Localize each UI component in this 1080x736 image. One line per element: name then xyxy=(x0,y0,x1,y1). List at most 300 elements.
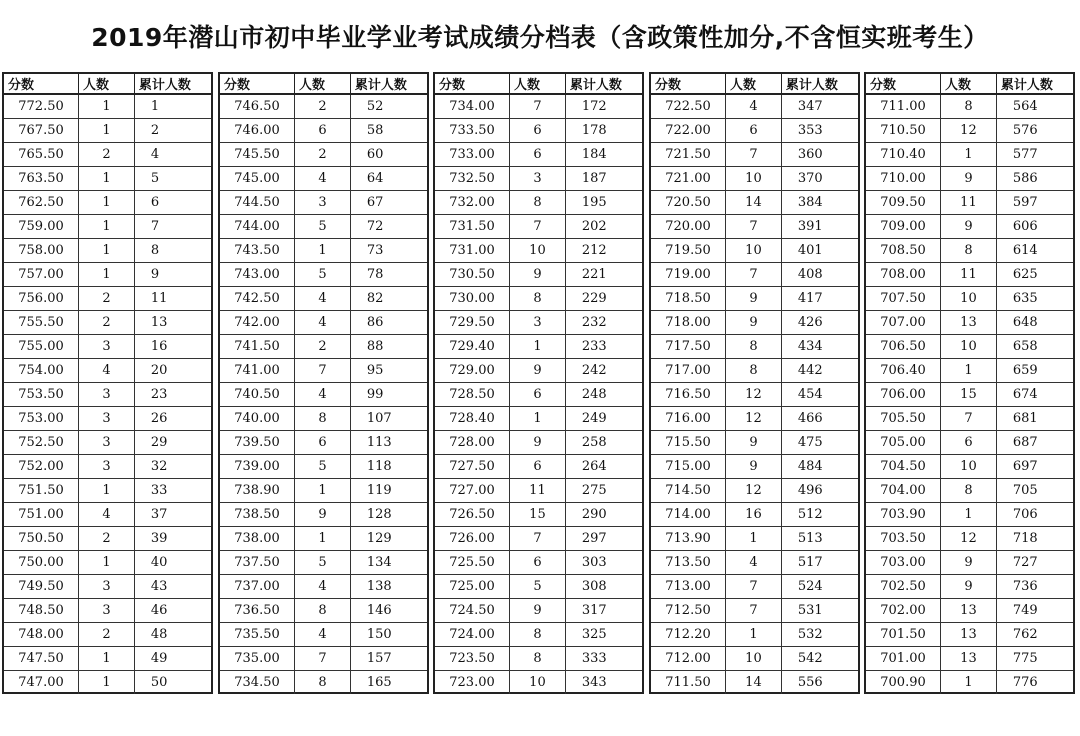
score-table-4 xyxy=(649,72,860,694)
cumulative-cell: 32 xyxy=(134,455,211,479)
count-cell: 10 xyxy=(941,455,997,479)
header-row xyxy=(4,74,211,94)
count-cell: 8 xyxy=(295,599,351,623)
header-cumulative: 累计人数 xyxy=(565,74,642,94)
table-row xyxy=(4,94,211,119)
score-cell: 748.50 xyxy=(4,599,79,623)
cumulative-cell: 524 xyxy=(781,575,858,599)
count-cell: 1 xyxy=(510,407,566,431)
header-score: 分数 xyxy=(220,74,295,94)
table-row xyxy=(866,575,1073,599)
table-row xyxy=(866,551,1073,575)
cumulative-cell: 659 xyxy=(996,359,1073,383)
count-cell: 3 xyxy=(295,191,351,215)
count-cell: 9 xyxy=(510,599,566,623)
count-cell: 8 xyxy=(510,623,566,647)
count-cell: 7 xyxy=(295,647,351,671)
cumulative-cell: 308 xyxy=(565,575,642,599)
cumulative-cell: 370 xyxy=(781,167,858,191)
cumulative-cell: 674 xyxy=(996,383,1073,407)
cumulative-cell: 20 xyxy=(134,359,211,383)
cumulative-cell: 343 xyxy=(581,675,607,690)
table-row xyxy=(4,599,211,623)
count-cell: 10 xyxy=(726,167,782,191)
score-cell: 733.00 xyxy=(435,143,510,167)
score-cell: 730.50 xyxy=(435,263,510,287)
count-cell: 3 xyxy=(79,431,135,455)
table-row xyxy=(651,527,858,551)
count-cell: 3 xyxy=(79,383,135,407)
table-row xyxy=(4,623,211,647)
count-cell: 7 xyxy=(726,599,782,623)
count-cell: 1 xyxy=(79,551,135,575)
cumulative-cell: 52 xyxy=(350,94,427,119)
table-row xyxy=(866,623,1073,647)
cumulative-cell: 762 xyxy=(996,623,1073,647)
count-cell: 8 xyxy=(726,359,782,383)
count-cell: 4 xyxy=(295,167,351,191)
table-row xyxy=(866,383,1073,407)
count-cell: 7 xyxy=(726,143,782,167)
count-cell: 10 xyxy=(941,287,997,311)
cumulative-cell: 391 xyxy=(781,215,858,239)
table-row xyxy=(4,575,211,599)
count-cell: 3 xyxy=(510,167,566,191)
cumulative-cell: 86 xyxy=(350,311,427,335)
cumulative-cell: 146 xyxy=(350,599,427,623)
count-cell: 3 xyxy=(79,599,135,623)
score-cell: 713.00 xyxy=(651,575,726,599)
header-cumulative: 累计人数 xyxy=(134,74,211,94)
score-table xyxy=(220,74,427,694)
cumulative-cell: 60 xyxy=(350,143,427,167)
cumulative-cell: 165 xyxy=(366,675,392,690)
count-cell: 5 xyxy=(510,575,566,599)
score-cell: 762.50 xyxy=(4,191,79,215)
count-cell: 8 xyxy=(295,671,351,695)
table-row xyxy=(866,94,1073,119)
table-row xyxy=(4,191,211,215)
score-cell: 746.00 xyxy=(220,119,295,143)
count-cell: 5 xyxy=(295,263,351,287)
table-row xyxy=(651,599,858,623)
cumulative-cell: 517 xyxy=(781,551,858,575)
score-cell: 739.50 xyxy=(220,431,295,455)
table-row xyxy=(651,407,858,431)
score-cell: 707.50 xyxy=(866,287,941,311)
score-cell: 719.00 xyxy=(651,263,726,287)
table-row xyxy=(220,455,427,479)
table-row xyxy=(651,215,858,239)
cumulative-cell: 16 xyxy=(134,335,211,359)
cumulative-cell: 73 xyxy=(350,239,427,263)
cumulative-cell: 658 xyxy=(996,335,1073,359)
count-cell: 10 xyxy=(726,647,782,671)
score-cell: 737.50 xyxy=(220,551,295,575)
table-row xyxy=(866,503,1073,527)
cumulative-cell: 249 xyxy=(565,407,642,431)
cumulative-cell: 99 xyxy=(350,383,427,407)
score-cell: 708.00 xyxy=(866,263,941,287)
header-cumulative: 累计人数 xyxy=(996,74,1073,94)
score-cell: 714.00 xyxy=(651,503,726,527)
score-cell: 716.00 xyxy=(651,407,726,431)
count-cell: 1 xyxy=(79,671,135,695)
count-cell: 4 xyxy=(295,575,351,599)
cumulative-cell: 4 xyxy=(134,143,211,167)
table-row xyxy=(220,287,427,311)
count-cell: 6 xyxy=(941,431,997,455)
cumulative-cell: 577 xyxy=(996,143,1073,167)
table-row xyxy=(435,263,642,287)
score-cell: 727.50 xyxy=(435,455,510,479)
cumulative-cell: 353 xyxy=(781,119,858,143)
score-table-1 xyxy=(2,72,213,694)
score-cell: 712.20 xyxy=(651,623,726,647)
score-cell: 731.50 xyxy=(435,215,510,239)
table-row xyxy=(435,287,642,311)
score-cell: 706.40 xyxy=(866,359,941,383)
score-cell: 720.00 xyxy=(651,215,726,239)
table-row xyxy=(4,119,211,143)
cumulative-cell: 64 xyxy=(350,167,427,191)
table-row xyxy=(866,455,1073,479)
table-row xyxy=(435,479,642,503)
score-cell: 739.00 xyxy=(220,455,295,479)
cumulative-cell: 290 xyxy=(565,503,642,527)
score-cell: 743.50 xyxy=(220,239,295,263)
score-cell: 705.00 xyxy=(866,431,941,455)
table-row xyxy=(220,335,427,359)
score-table-5 xyxy=(864,72,1075,694)
count-cell: 10 xyxy=(510,671,566,695)
table-row xyxy=(220,143,427,167)
table-row xyxy=(4,479,211,503)
count-cell: 6 xyxy=(510,551,566,575)
cumulative-cell: 72 xyxy=(350,215,427,239)
score-cell: 721.00 xyxy=(651,167,726,191)
table-row xyxy=(4,359,211,383)
cumulative-cell: 718 xyxy=(996,527,1073,551)
header-cumulative: 累计人数 xyxy=(781,74,858,94)
table-row xyxy=(651,479,858,503)
table-row xyxy=(4,431,211,455)
score-cell: 740.00 xyxy=(220,407,295,431)
score-table-2 xyxy=(218,72,429,694)
table-row xyxy=(651,455,858,479)
cumulative-cell: 606 xyxy=(996,215,1073,239)
count-cell: 5 xyxy=(295,551,351,575)
cumulative-cell: 512 xyxy=(781,503,858,527)
cumulative-cell: 434 xyxy=(781,335,858,359)
count-cell: 1 xyxy=(79,263,135,287)
count-cell: 15 xyxy=(941,383,997,407)
cumulative-cell: 229 xyxy=(565,287,642,311)
table-row xyxy=(4,263,211,287)
cumulative-cell: 232 xyxy=(565,311,642,335)
table-row xyxy=(220,431,427,455)
cumulative-cell: 303 xyxy=(565,551,642,575)
table-row xyxy=(866,143,1073,167)
cumulative-cell: 408 xyxy=(781,263,858,287)
table-row xyxy=(866,215,1073,239)
cumulative-cell: 13 xyxy=(134,311,211,335)
table-row xyxy=(4,215,211,239)
count-cell: 4 xyxy=(726,94,782,119)
score-cell: 731.00 xyxy=(435,239,510,263)
table-row xyxy=(435,143,642,167)
count-cell: 1 xyxy=(941,359,997,383)
cumulative-cell: 221 xyxy=(565,263,642,287)
table-row xyxy=(651,503,858,527)
count-cell: 1 xyxy=(726,623,782,647)
cumulative-cell: 2 xyxy=(134,119,211,143)
cumulative-cell: 107 xyxy=(350,407,427,431)
table-row xyxy=(866,119,1073,143)
cumulative-cell: 317 xyxy=(565,599,642,623)
score-cell: 734.50 xyxy=(220,671,295,695)
score-cell: 730.00 xyxy=(435,287,510,311)
cumulative-cell: 333 xyxy=(565,647,642,671)
count-cell: 10 xyxy=(726,239,782,263)
score-table xyxy=(4,74,211,694)
table-row xyxy=(651,431,858,455)
table-row xyxy=(220,215,427,239)
cumulative-cell: 29 xyxy=(134,431,211,455)
score-cell: 735.00 xyxy=(220,647,295,671)
table-row xyxy=(651,647,858,671)
cumulative-cell: 297 xyxy=(565,527,642,551)
score-cell: 722.50 xyxy=(651,94,726,119)
table-row xyxy=(4,287,211,311)
count-cell: 1 xyxy=(941,503,997,527)
table-row xyxy=(4,167,211,191)
cumulative-cell: 749 xyxy=(996,599,1073,623)
cumulative-cell: 542 xyxy=(781,647,858,671)
table-row xyxy=(651,311,858,335)
count-cell: 6 xyxy=(726,119,782,143)
score-cell: 704.00 xyxy=(866,479,941,503)
cumulative-cell: 128 xyxy=(350,503,427,527)
score-cell: 753.00 xyxy=(4,407,79,431)
count-cell: 13 xyxy=(941,623,997,647)
score-cell: 744.00 xyxy=(220,215,295,239)
count-cell: 1 xyxy=(510,335,566,359)
cumulative-cell: 134 xyxy=(350,551,427,575)
score-cell: 727.00 xyxy=(435,479,510,503)
count-cell: 5 xyxy=(295,215,351,239)
table-row xyxy=(220,479,427,503)
score-cell: 712.50 xyxy=(651,599,726,623)
score-cell: 725.00 xyxy=(435,575,510,599)
table-row xyxy=(4,335,211,359)
table-row xyxy=(435,383,642,407)
count-cell: 7 xyxy=(295,359,351,383)
count-cell: 9 xyxy=(510,359,566,383)
cumulative-cell: 46 xyxy=(134,599,211,623)
score-cell: 758.00 xyxy=(4,239,79,263)
table-row xyxy=(651,359,858,383)
count-cell: 6 xyxy=(295,431,351,455)
count-cell: 6 xyxy=(510,383,566,407)
table-row xyxy=(4,383,211,407)
score-cell: 754.00 xyxy=(4,359,79,383)
score-cell: 706.50 xyxy=(866,335,941,359)
table-row xyxy=(866,599,1073,623)
score-cell: 715.00 xyxy=(651,455,726,479)
score-cell: 728.00 xyxy=(435,431,510,455)
count-cell: 6 xyxy=(510,143,566,167)
header-row xyxy=(866,74,1073,94)
score-cell: 710.50 xyxy=(866,119,941,143)
score-cell: 728.40 xyxy=(435,407,510,431)
cumulative-cell: 233 xyxy=(565,335,642,359)
score-cell: 767.50 xyxy=(4,119,79,143)
score-cell: 748.00 xyxy=(4,623,79,647)
score-cell: 736.50 xyxy=(220,599,295,623)
cumulative-cell: 736 xyxy=(996,575,1073,599)
score-cell: 715.50 xyxy=(651,431,726,455)
cumulative-cell: 614 xyxy=(996,239,1073,263)
header-row xyxy=(651,74,858,94)
cumulative-cell: 496 xyxy=(781,479,858,503)
count-cell: 8 xyxy=(510,191,566,215)
count-cell: 16 xyxy=(726,503,782,527)
table-row xyxy=(866,431,1073,455)
cumulative-cell: 586 xyxy=(996,167,1073,191)
score-cell: 706.00 xyxy=(866,383,941,407)
count-cell: 7 xyxy=(726,263,782,287)
table-row xyxy=(866,359,1073,383)
count-cell: 10 xyxy=(510,239,566,263)
table-row xyxy=(651,551,858,575)
cumulative-cell: 264 xyxy=(565,455,642,479)
count-cell: 9 xyxy=(726,455,782,479)
table-row xyxy=(435,407,642,431)
score-cell: 711.00 xyxy=(866,94,941,119)
cumulative-cell: 184 xyxy=(565,143,642,167)
count-cell: 2 xyxy=(79,143,135,167)
cumulative-cell: 687 xyxy=(996,431,1073,455)
table-row xyxy=(435,551,642,575)
count-cell: 12 xyxy=(941,527,997,551)
cumulative-cell: 242 xyxy=(565,359,642,383)
table-row xyxy=(4,647,211,671)
cumulative-cell: 727 xyxy=(996,551,1073,575)
count-cell: 1 xyxy=(79,647,135,671)
score-cell: 712.00 xyxy=(651,647,726,671)
cumulative-cell: 384 xyxy=(781,191,858,215)
score-cell: 741.50 xyxy=(220,335,295,359)
count-cell: 9 xyxy=(941,215,997,239)
score-cell: 708.50 xyxy=(866,239,941,263)
count-cell: 9 xyxy=(726,311,782,335)
cumulative-cell: 466 xyxy=(781,407,858,431)
score-cell: 742.50 xyxy=(220,287,295,311)
cumulative-cell: 23 xyxy=(134,383,211,407)
table-row xyxy=(435,191,642,215)
cumulative-cell: 212 xyxy=(565,239,642,263)
count-cell: 9 xyxy=(510,431,566,455)
cumulative-cell: 178 xyxy=(565,119,642,143)
cumulative-cell: 138 xyxy=(350,575,427,599)
count-cell: 8 xyxy=(941,479,997,503)
count-cell: 8 xyxy=(295,407,351,431)
score-cell: 702.50 xyxy=(866,575,941,599)
score-cell: 726.00 xyxy=(435,527,510,551)
cumulative-cell: 33 xyxy=(134,479,211,503)
score-cell: 745.00 xyxy=(220,167,295,191)
cumulative-cell: 325 xyxy=(565,623,642,647)
score-cell: 710.00 xyxy=(866,167,941,191)
score-cell: 709.00 xyxy=(866,215,941,239)
score-cell: 707.00 xyxy=(866,311,941,335)
cumulative-cell: 648 xyxy=(996,311,1073,335)
cumulative-cell: 597 xyxy=(996,191,1073,215)
cumulative-cell: 442 xyxy=(781,359,858,383)
count-cell: 10 xyxy=(941,335,997,359)
score-cell: 717.00 xyxy=(651,359,726,383)
table-row xyxy=(220,575,427,599)
count-cell: 1 xyxy=(79,119,135,143)
count-cell: 1 xyxy=(79,191,135,215)
header-count: 人数 xyxy=(510,74,566,94)
table-row xyxy=(435,527,642,551)
score-table xyxy=(435,74,642,694)
table-row xyxy=(220,311,427,335)
table-row xyxy=(435,311,642,335)
score-cell: 729.50 xyxy=(435,311,510,335)
count-cell: 2 xyxy=(295,143,351,167)
score-cell: 723.50 xyxy=(435,647,510,671)
count-cell: 4 xyxy=(295,383,351,407)
score-cell: 750.50 xyxy=(4,527,79,551)
table-row xyxy=(4,671,211,695)
score-cell: 724.50 xyxy=(435,599,510,623)
score-cell: 720.50 xyxy=(651,191,726,215)
table-row xyxy=(435,599,642,623)
count-cell: 8 xyxy=(941,239,997,263)
table-row xyxy=(4,311,211,335)
count-cell: 2 xyxy=(295,94,351,119)
count-cell: 9 xyxy=(295,503,351,527)
score-cell: 752.50 xyxy=(4,431,79,455)
score-cell: 725.50 xyxy=(435,551,510,575)
score-cell: 701.50 xyxy=(866,623,941,647)
score-cell: 752.00 xyxy=(4,455,79,479)
cumulative-cell: 531 xyxy=(781,599,858,623)
cumulative-cell: 43 xyxy=(134,575,211,599)
cumulative-cell: 50 xyxy=(150,675,168,690)
cumulative-cell: 48 xyxy=(134,623,211,647)
table-row xyxy=(866,671,1073,695)
table-row xyxy=(435,335,642,359)
cumulative-cell: 8 xyxy=(134,239,211,263)
score-cell: 755.50 xyxy=(4,311,79,335)
score-cell: 728.50 xyxy=(435,383,510,407)
score-cell: 747.50 xyxy=(4,647,79,671)
table-row xyxy=(651,575,858,599)
cumulative-cell: 118 xyxy=(350,455,427,479)
cumulative-cell: 58 xyxy=(350,119,427,143)
count-cell: 12 xyxy=(726,383,782,407)
cumulative-cell: 484 xyxy=(781,455,858,479)
table-row xyxy=(866,239,1073,263)
table-row xyxy=(4,527,211,551)
count-cell: 9 xyxy=(941,167,997,191)
table-row xyxy=(220,647,427,671)
score-cell: 733.50 xyxy=(435,119,510,143)
